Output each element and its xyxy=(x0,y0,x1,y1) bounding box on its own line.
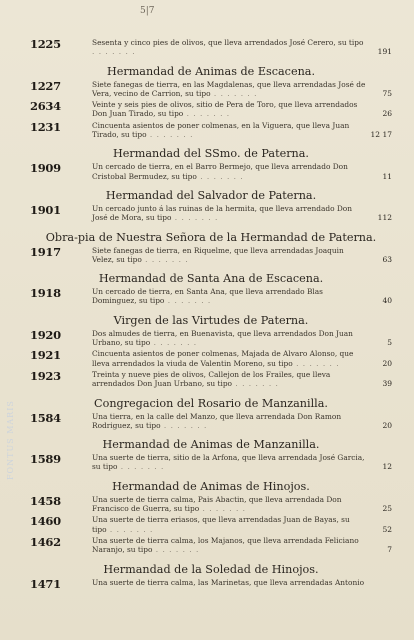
entry-description: Una suerte de tierra eriasos, que lleva arrendadas Juan de Bayas, su tipo xyxy=(92,515,350,534)
section-heading: Hermandad de la Soledad de Hinojos. xyxy=(103,562,319,576)
entry-description: Treinta y nueve pies de olivos, Callejon de los Frailes, que lleva arrendados Don Juan Urbano, su tipo xyxy=(92,369,331,389)
ledger-entry xyxy=(30,162,392,181)
entry-number: 1458 xyxy=(30,493,61,508)
ledger-entry xyxy=(30,204,392,223)
entry-number: 1917 xyxy=(30,244,61,259)
document-body xyxy=(30,38,392,589)
entry-amount: 25 xyxy=(382,504,392,514)
ledger-entry xyxy=(30,246,392,265)
ledger-entry xyxy=(30,515,392,534)
entry-amount: 75 xyxy=(382,88,392,98)
entry-number: 1589 xyxy=(30,452,61,467)
dot-leader: . . . . . . . xyxy=(152,545,200,555)
entry-amount: 191 xyxy=(377,47,392,57)
dot-leader: . . . . . . . xyxy=(146,130,194,140)
dot-leader: . . . . . . . xyxy=(196,171,244,181)
entry-amount: 7 xyxy=(387,545,392,555)
section-heading: Hermandad de Santa Ana de Escacena. xyxy=(98,272,324,286)
section-heading: Hermandad del Salvador de Paterna. xyxy=(105,188,317,202)
ledger-entry xyxy=(30,453,392,472)
entry-description: Una suerte de tierra, sitio de la Arfona, que lleva arrendada José Garcia, su tipo xyxy=(92,453,365,472)
dot-leader: . . . . . . . xyxy=(171,213,219,223)
ledger-entry xyxy=(30,349,392,368)
page-number: 5|7 xyxy=(140,6,155,16)
entry-description: Un cercado de tierra, en el Barro Bermejo, que lleva arrendado Don Cristobal Bermudez, su tipo xyxy=(92,162,348,181)
ledger-entry xyxy=(30,38,392,57)
entry-number: 1918 xyxy=(30,286,61,301)
entry-description: Veinte y seis pies de olivos, sitio de Pera de Toro, que lleva arrendados Don Juan Tirado, su tipo xyxy=(92,100,358,119)
section-heading: Hermandad de Animas de Escacena. xyxy=(106,64,316,78)
section-heading: Obra-pia de Nuestra Señora de la Hermandad de Paterna. xyxy=(45,230,377,244)
dot-leader: . . . . . . . xyxy=(160,420,208,430)
entry-amount: 12 17 xyxy=(370,130,392,140)
entry-description: Dos almudes de tierra, en Buenavista, que lleva arrendados Don Juan Urbano, su tipo xyxy=(92,328,353,348)
dot-leader: . . . . . . . xyxy=(199,504,247,514)
dot-leader: . . . . . . . xyxy=(106,524,154,534)
entry-description: Siete fanegas de tierra, en las Magdalenas, que lleva arrendadas José de Vera, vecino de Carrion, su tipo xyxy=(92,79,366,98)
ledger-entry xyxy=(30,329,392,348)
ledger-entry xyxy=(30,576,392,591)
dot-leader: . . . . . . . xyxy=(292,358,340,368)
section-heading: Virgen de las Virtudes de Paterna. xyxy=(113,313,309,327)
entry-amount: 20 xyxy=(382,358,392,368)
entry-number: 1920 xyxy=(30,327,61,342)
entry-amount: 40 xyxy=(382,296,392,306)
entry-description: Cincuenta asientos de poner colmenas, en la Viguera, que lleva Juan Tirado, su tipo xyxy=(92,120,350,140)
entry-description: Un cercado de tierra, en Santa Ana, que lleva arrendado Blas Dominguez, su tipo xyxy=(92,287,323,306)
entry-amount: 63 xyxy=(382,254,392,264)
dot-leader: . . . . . . . xyxy=(183,109,231,119)
entry-amount: 11 xyxy=(382,171,392,181)
dot-leader: . . . . . . . xyxy=(117,462,165,472)
dot-leader: . . . . . . . xyxy=(210,88,258,98)
entry-number: 1923 xyxy=(30,368,61,383)
entry-number: 1225 xyxy=(30,37,61,51)
ledger-entry xyxy=(30,536,392,555)
entry-description: Sesenta y cinco pies de olivos, que lleva arrendados José Cerero, su tipo xyxy=(92,38,364,47)
dot-leader: . . . . . . . xyxy=(164,296,212,306)
entry-number: 1901 xyxy=(30,202,61,217)
dot-leader: . . . . . . . xyxy=(92,47,136,57)
entry-description: Siete fanegas de tierra, en Riquelme, que lleva arrendadas Joaquin Velez, su tipo xyxy=(92,245,344,264)
entry-amount: 52 xyxy=(382,524,392,534)
entry-number: 1471 xyxy=(30,576,61,591)
entry-number: 1227 xyxy=(30,78,61,93)
ledger-entry xyxy=(30,370,392,389)
entry-number: 1584 xyxy=(30,410,61,425)
section-heading: Hermandad del SSmo. de Paterna. xyxy=(113,147,309,161)
entry-amount: 39 xyxy=(382,379,392,389)
ledger-entry xyxy=(30,495,392,514)
entry-amount: 12 xyxy=(382,462,392,472)
section-heading: Hermandad de Animas de Hinojos. xyxy=(112,479,310,493)
dot-leader: . . . . . . . xyxy=(141,254,189,264)
entry-description: Una tierra, en la calle del Manzo, que lleva arrendada Don Ramon Rodriguez, su tipo xyxy=(92,411,342,430)
entry-description: Un cercado junto á las ruinas de la hermita, que lleva arrendado Don José de Mora, su tipo xyxy=(92,203,353,223)
entry-amount: 20 xyxy=(382,420,392,430)
entry-number: 1460 xyxy=(30,514,61,529)
entry-description: Una suerte de tierra calma, las Marinetas, que lleva arrendadas Antonio xyxy=(92,577,365,587)
entry-amount: 112 xyxy=(377,213,392,223)
ledger-entry xyxy=(30,100,392,119)
ledger-entry xyxy=(30,412,392,431)
ledger-entry xyxy=(30,287,392,306)
ledger-entry xyxy=(30,80,392,99)
section-heading: Congregacion del Rosario de Manzanilla. xyxy=(94,396,328,410)
section-heading: Hermandad de Animas de Manzanilla. xyxy=(102,438,320,452)
ledger-entry xyxy=(30,121,392,140)
entry-amount: 5 xyxy=(387,338,392,348)
dot-leader: . . . . . . . xyxy=(150,338,198,348)
entry-number: 1231 xyxy=(30,119,61,134)
entry-number: 2634 xyxy=(30,99,61,114)
entry-number: 1921 xyxy=(30,348,61,363)
entry-description: Una suerte de tierra calma, Pais Abactin, que lleva arrendada Don Francisco de Guerra, su tipo xyxy=(92,494,342,514)
dot-leader: . . . . . . . xyxy=(232,379,279,389)
entry-amount: 26 xyxy=(382,109,392,119)
entry-number: 1909 xyxy=(30,161,61,176)
entry-description: Cincuenta asientos de poner colmenas, Majada de Alvaro Alonso, que lleva arrendados la viuda de Valentin Moreno, su tipo xyxy=(92,349,354,368)
watermark-text: FONTUS MARIS xyxy=(6,400,15,480)
entry-description: Una suerte de tierra calma, los Majanos, que lleva arrendada Feliciano Naranjo, su tipo xyxy=(92,535,359,555)
entry-number: 1462 xyxy=(30,534,61,549)
